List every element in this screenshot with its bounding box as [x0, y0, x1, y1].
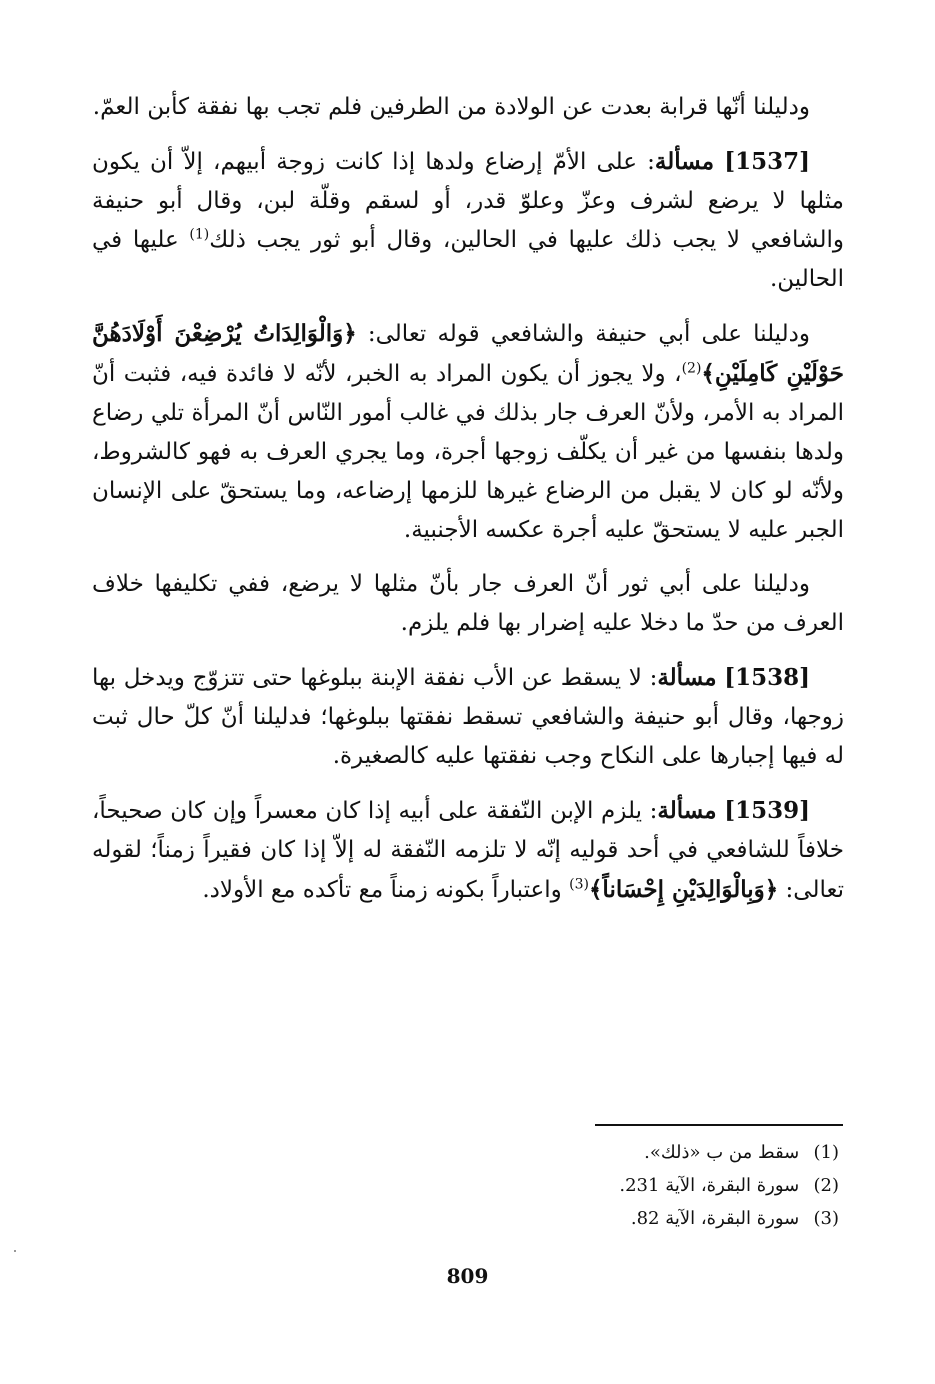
- paragraph-issue-1537: [92, 142, 844, 299]
- footnote-1: [339, 1138, 839, 1168]
- issue-label: مسألة: [657, 664, 717, 691]
- paragraph-text-after: عليها في الحالين.: [92, 227, 844, 292]
- footnote-number: (1): [813, 1142, 839, 1163]
- issue-number: [1538]: [724, 664, 811, 691]
- issue-label: مسألة: [657, 797, 717, 824]
- footnote-text: سقط من ب «ذلك».: [644, 1142, 800, 1163]
- paragraph-text: : لا يسقط عن الأب نفقة الإبنة ببلوغها حتى تتزوّج ويدخل بها زوجها، وقال أبو حنيفة والشافعي تسقط نفقتها ببلوغها؛ فدليلنا أنّ كلّ حال ثبت له فيها إجبارها على النكاح وجب نفقتها عليه كالصغيرة.: [92, 665, 844, 769]
- footnote-separator: [595, 1124, 843, 1126]
- footnote-2: [339, 1171, 839, 1201]
- footnote-ref-1[interactable]: (1): [189, 226, 210, 243]
- paragraph-text-after: ، ولا يجوز أن يكون المراد به الخبر، لأنّه لا فائدة فيه، فثبت أنّ المراد به الأمر، ولأنّ العرف جار بذلك في غالب أمور النّاس أنّ المرأة تلي رضاع ولدها بنفسها من غير أن يكلّف زوجها أجرة، وما يجري العرف به فهو كالشروط، ولأنّه لو كان لا يقبل من الرضاع غيرها للزمها إرضاعه، وما يستحقّ على الإنسان الجبر عليه لا يستحقّ عليه أجرة عكسه الأجنبية.: [92, 361, 844, 543]
- paragraph-issue-1539: [92, 791, 844, 910]
- footnote-number: (2): [813, 1175, 839, 1196]
- quran-verse: ﴿وَبِالْوَالِدَيْنِ إِحْسَاناً﴾: [588, 876, 779, 903]
- footnote-3: [339, 1204, 839, 1234]
- paragraph-text: ودليلنا على أبي ثور أنّ العرف جار بأنّ مثلها لا يرضع، ففي تكليفها خلاف العرف من حدّ ما دخلا عليه إضرار بها فلم يلزم.: [92, 571, 844, 636]
- footnote-ref-3[interactable]: (3): [569, 876, 589, 893]
- footnote-text: سورة البقرة، الآية 231.: [619, 1175, 800, 1196]
- issue-label: مسألة: [654, 148, 715, 175]
- paragraph-text-after: واعتباراً بكونه زمناً مع تأكده مع الأولاد.: [202, 877, 570, 903]
- footnote-text: سورة البقرة، الآية 82.: [630, 1208, 800, 1229]
- page-number: 809: [446, 1264, 489, 1288]
- paragraph-text-before: ودليلنا على أبي حنيفة والشافعي قوله تعالى:: [356, 321, 810, 347]
- paragraph-text: : يلزم الإبن النّفقة على أبيه إذا كان معسراً وإن كان صحيحاً، خلافاً للشافعي في أحد قوليه إنّه لا تلزمه النّفقة له إلاّ إذا كان فقيراً زمناً؛ لقوله تعالى:: [92, 798, 844, 903]
- paragraph-issue-1538: [92, 658, 844, 776]
- paragraph-1: [92, 88, 844, 127]
- issue-number: [1537]: [724, 148, 810, 175]
- issue-number: [1539]: [724, 797, 810, 824]
- paragraph-4: [92, 565, 844, 643]
- footnotes: [339, 1138, 839, 1237]
- scan-speck: [14, 1250, 16, 1252]
- paragraph-text: : على الأمّ إرضاع ولدها إذا كانت زوجة أبيهم، إلاّ أن يكون مثلها لا يرضع لشرف وعزّ وعلوّ قدر، أو لسقم وقلّة لبن، وقال أبو حنيفة والشافعي لا يجب ذلك عليها في الحالين، وقال أبو ثور يجب ذلك: [92, 149, 844, 253]
- footnote-ref-2[interactable]: (2): [681, 360, 702, 377]
- paragraph-text: ودليلنا أنّها قرابة بعدت عن الولادة من الطرفين فلم تجب بها نفقة كأبن العمّ.: [92, 94, 810, 120]
- quran-verse: ﴿وَالْوَالِدَاتُ يُرْضِعْنَ أَوْلَادَهُنَّ حَوْلَيْنِ كَامِلَيْنِ﴾: [92, 320, 844, 387]
- paragraph-3: [92, 314, 844, 550]
- page-body: [92, 88, 844, 925]
- footnote-number: (3): [813, 1208, 839, 1229]
